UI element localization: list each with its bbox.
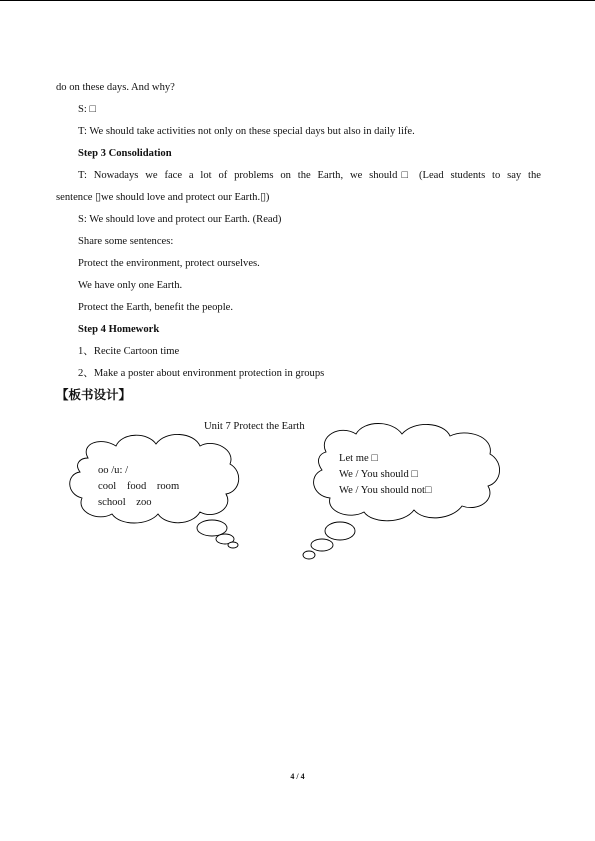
text-sentence-environment: Protect the environment, protect ourselves. xyxy=(78,258,260,269)
text-teacher-activities: T: We should take activities not only on these special days but also in daily life. xyxy=(78,126,415,137)
homework-item-2: 2、Make a poster about environment protection in groups xyxy=(78,368,325,379)
text-teacher-nowadays: T: Nowadays we face a lot of problems on the Earth, we should□ (Lead students to say the xyxy=(78,170,541,181)
right-bubble-medium xyxy=(311,539,333,551)
left-bubble-large xyxy=(197,520,227,536)
text-student-love-earth: S: We should love and protect our Earth. (Read) xyxy=(78,214,282,225)
homework-item-1: 1、Recite Cartoon time xyxy=(78,346,180,357)
right-cloud-line-3: We / You should not□ xyxy=(339,485,432,496)
text-sentence-benefit: Protect the Earth, benefit the people. xyxy=(78,302,234,313)
right-bubble-small xyxy=(303,551,315,559)
text-sentence-one-earth: We have only one Earth. xyxy=(78,280,183,291)
left-bubble-small xyxy=(228,542,238,548)
text-do-on-these-days: do on these days. And why? xyxy=(56,82,175,93)
text-share-sentences: Share some sentences: xyxy=(78,236,174,247)
right-cloud-line-2: We / You should □ xyxy=(339,469,418,480)
step4-heading: Step 4 Homework xyxy=(78,324,160,335)
right-cloud-line-1: Let me □ xyxy=(339,453,378,464)
text-student-answer: S: □ xyxy=(78,104,96,115)
blackboard-design-heading: 【板书设计】 xyxy=(56,387,132,402)
text-teacher-nowadays-continued: sentence ▯we should love and protect our Earth.▯) xyxy=(56,192,270,203)
left-thought-cloud xyxy=(70,434,239,523)
board-title: Unit 7 Protect the Earth xyxy=(204,421,305,432)
step3-heading: Step 3 Consolidation xyxy=(78,148,172,159)
left-cloud-line-2: cool food room xyxy=(98,481,180,492)
left-cloud-line-1: oo /u: / xyxy=(98,465,129,476)
page-number: 4 / 4 xyxy=(290,772,305,781)
left-cloud-line-3: school zoo xyxy=(98,497,152,508)
right-bubble-large xyxy=(325,522,355,540)
